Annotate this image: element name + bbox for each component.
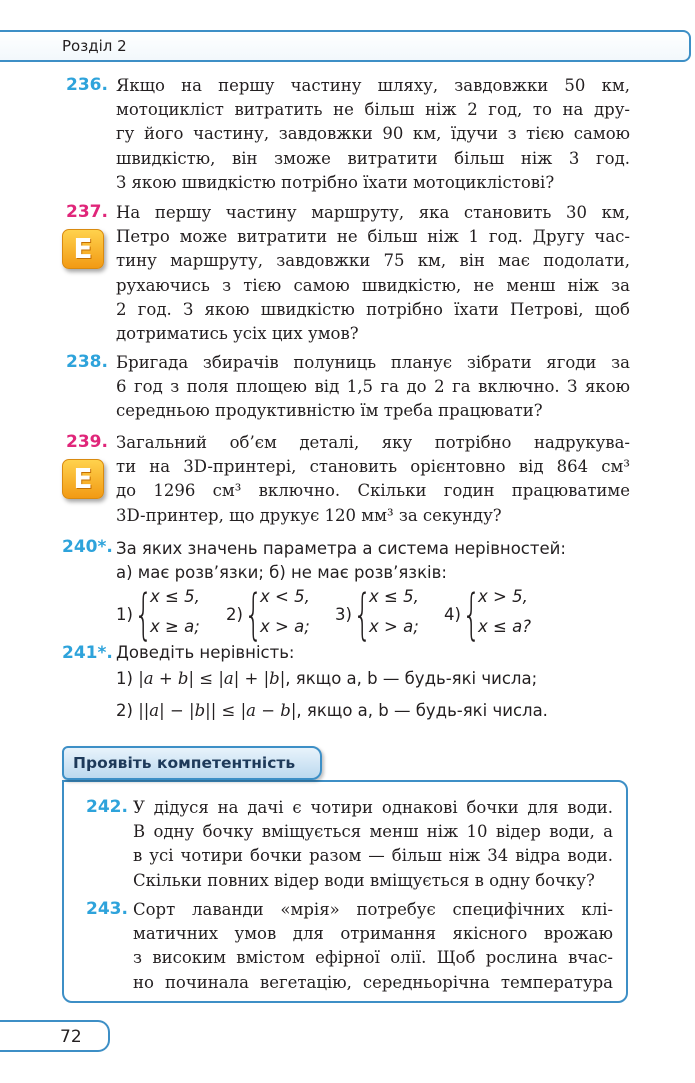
text-line: рухаючись з тією самою швидкістю, не менш ніж за — [116, 275, 630, 295]
inequality-item — [116, 701, 548, 720]
problem-number: 236. — [66, 75, 108, 95]
text-line: матичних умов для отримання якісного врожаю — [133, 924, 613, 944]
text-line: дотриматись усіх цих умов? — [116, 324, 359, 344]
e-badge-icon — [62, 459, 104, 499]
text-line: 3D-принтер, що друкує 120 мм³ за секунду? — [116, 505, 502, 525]
problem-text — [116, 431, 630, 528]
text-line: Бригада збирачів полуниць планує зібрати ягоди за — [116, 353, 630, 372]
inequality-item — [116, 669, 537, 688]
e-badge-icon — [62, 229, 104, 269]
problem-text — [116, 351, 630, 424]
text-line: 2 год. З якою швидкістю потрібно їхати Петрові, щоб — [116, 299, 630, 319]
problem-text — [116, 537, 626, 585]
problem-number: 242. — [86, 797, 128, 817]
system-row: x ≤ 5, — [369, 587, 419, 606]
problem-text — [133, 898, 613, 995]
problem-number: 240*. — [62, 537, 113, 557]
brace-icon: { — [244, 583, 263, 646]
item-label: 2) — [116, 701, 133, 720]
system-row: x < 5, — [260, 587, 310, 606]
system-label: 3) — [335, 605, 352, 624]
text-line: ти на 3D-принтері, становить орієнтовно від 864 см³ — [116, 457, 630, 477]
system-row: x ≤ 5, — [150, 587, 200, 606]
text-line: Скільки повних відер води вміщується в одну бочку? — [133, 870, 595, 890]
item-tail: , якщо a, b — будь-які числа. — [296, 701, 548, 720]
text-line: На першу частину маршруту, яка становить 30 км, — [116, 203, 630, 222]
system-label: 2) — [226, 605, 243, 624]
formula: |a + b| ≤ |a| + |b| — [138, 669, 286, 688]
text-line: гу його частину, завдовжки 90 км, їдучи з тією самою — [116, 124, 630, 144]
page-number: 72 — [60, 1027, 82, 1047]
system-row: x > 5, — [478, 587, 528, 606]
text-line: У дідуся на дачі є чотири однакові бочки для води. — [133, 798, 613, 817]
system-row: x > a; — [260, 617, 310, 636]
section-header — [0, 30, 691, 62]
system-row: x > a; — [369, 617, 419, 636]
competence-tab — [62, 746, 322, 780]
text-line: но починала вегетацію, середньорічна температура — [133, 972, 613, 992]
text-line: середньою продуктивністю їм треба працювати? — [116, 401, 543, 421]
text-line: до 1296 см³ включно. Скільки годин працюватиме — [116, 481, 630, 501]
problem-intro: Доведіть нерівність: — [116, 643, 295, 662]
item-label: 1) — [116, 669, 133, 688]
problem-text — [116, 74, 630, 195]
problem-text — [133, 796, 613, 893]
text-line: а) має розв’язки; б) не має розв’язків: — [116, 563, 447, 583]
text-line: Петро може витратити не більш ніж 1 год. Другу час- — [116, 227, 630, 247]
system-row: x ≤ a? — [478, 617, 531, 636]
problem-number: 239. — [66, 432, 108, 452]
text-line: Якщо на першу частину шляху, завдовжки 50 км, — [116, 76, 630, 95]
text-line: швидкістю, він зможе витратити більш ніж 3 год. — [116, 148, 630, 168]
competence-title: Проявіть компетентність — [73, 754, 296, 772]
section-title: Розділ 2 — [62, 37, 127, 55]
system-label: 4) — [444, 605, 461, 624]
text-line: мотоцикліст витратить не більш ніж 2 год, то на дру- — [116, 100, 630, 120]
text-line: В одну бочку вміщується менш ніж 10 відер води, а — [133, 822, 613, 842]
problem-number: 237. — [66, 202, 108, 222]
text-line: З якою швидкістю потрібно їхати мотоциклістові? — [116, 172, 555, 192]
brace-icon: { — [353, 583, 372, 646]
text-line: За яких значень параметра a система нерівностей: — [116, 539, 566, 558]
page-footer — [0, 1020, 110, 1052]
text-line: 6 год з поля площею від 1,5 га до 2 га включно. З якою — [116, 377, 630, 397]
text-line: в усі чотири бочки разом — більш ніж 34 відра води. — [133, 846, 613, 866]
problem-text — [116, 201, 630, 346]
text-line: Сорт лаванди «мрія» потребує специфічних клі- — [133, 900, 613, 919]
text-line: Загальний об’єм деталі, яку потрібно надрукува- — [116, 433, 630, 452]
text-line: з високим вмістом ефірної олії. Щоб рослина вчас- — [133, 948, 613, 968]
brace-icon: { — [134, 583, 153, 646]
problem-number: 241*. — [62, 643, 113, 663]
problem-number: 238. — [66, 352, 108, 372]
formula: ||a| − |b|| ≤ |a − b| — [138, 701, 297, 720]
badge-letter: Е — [73, 232, 93, 265]
system-row: x ≥ a; — [150, 617, 200, 636]
system-label: 1) — [116, 605, 133, 624]
badge-letter: Е — [73, 462, 93, 495]
text-line: тину маршруту, завдовжки 75 км, він має подолати, — [116, 251, 630, 271]
problem-number: 243. — [86, 899, 128, 919]
brace-icon: { — [462, 583, 481, 646]
item-tail: , якщо a, b — будь-які числа; — [285, 669, 538, 688]
